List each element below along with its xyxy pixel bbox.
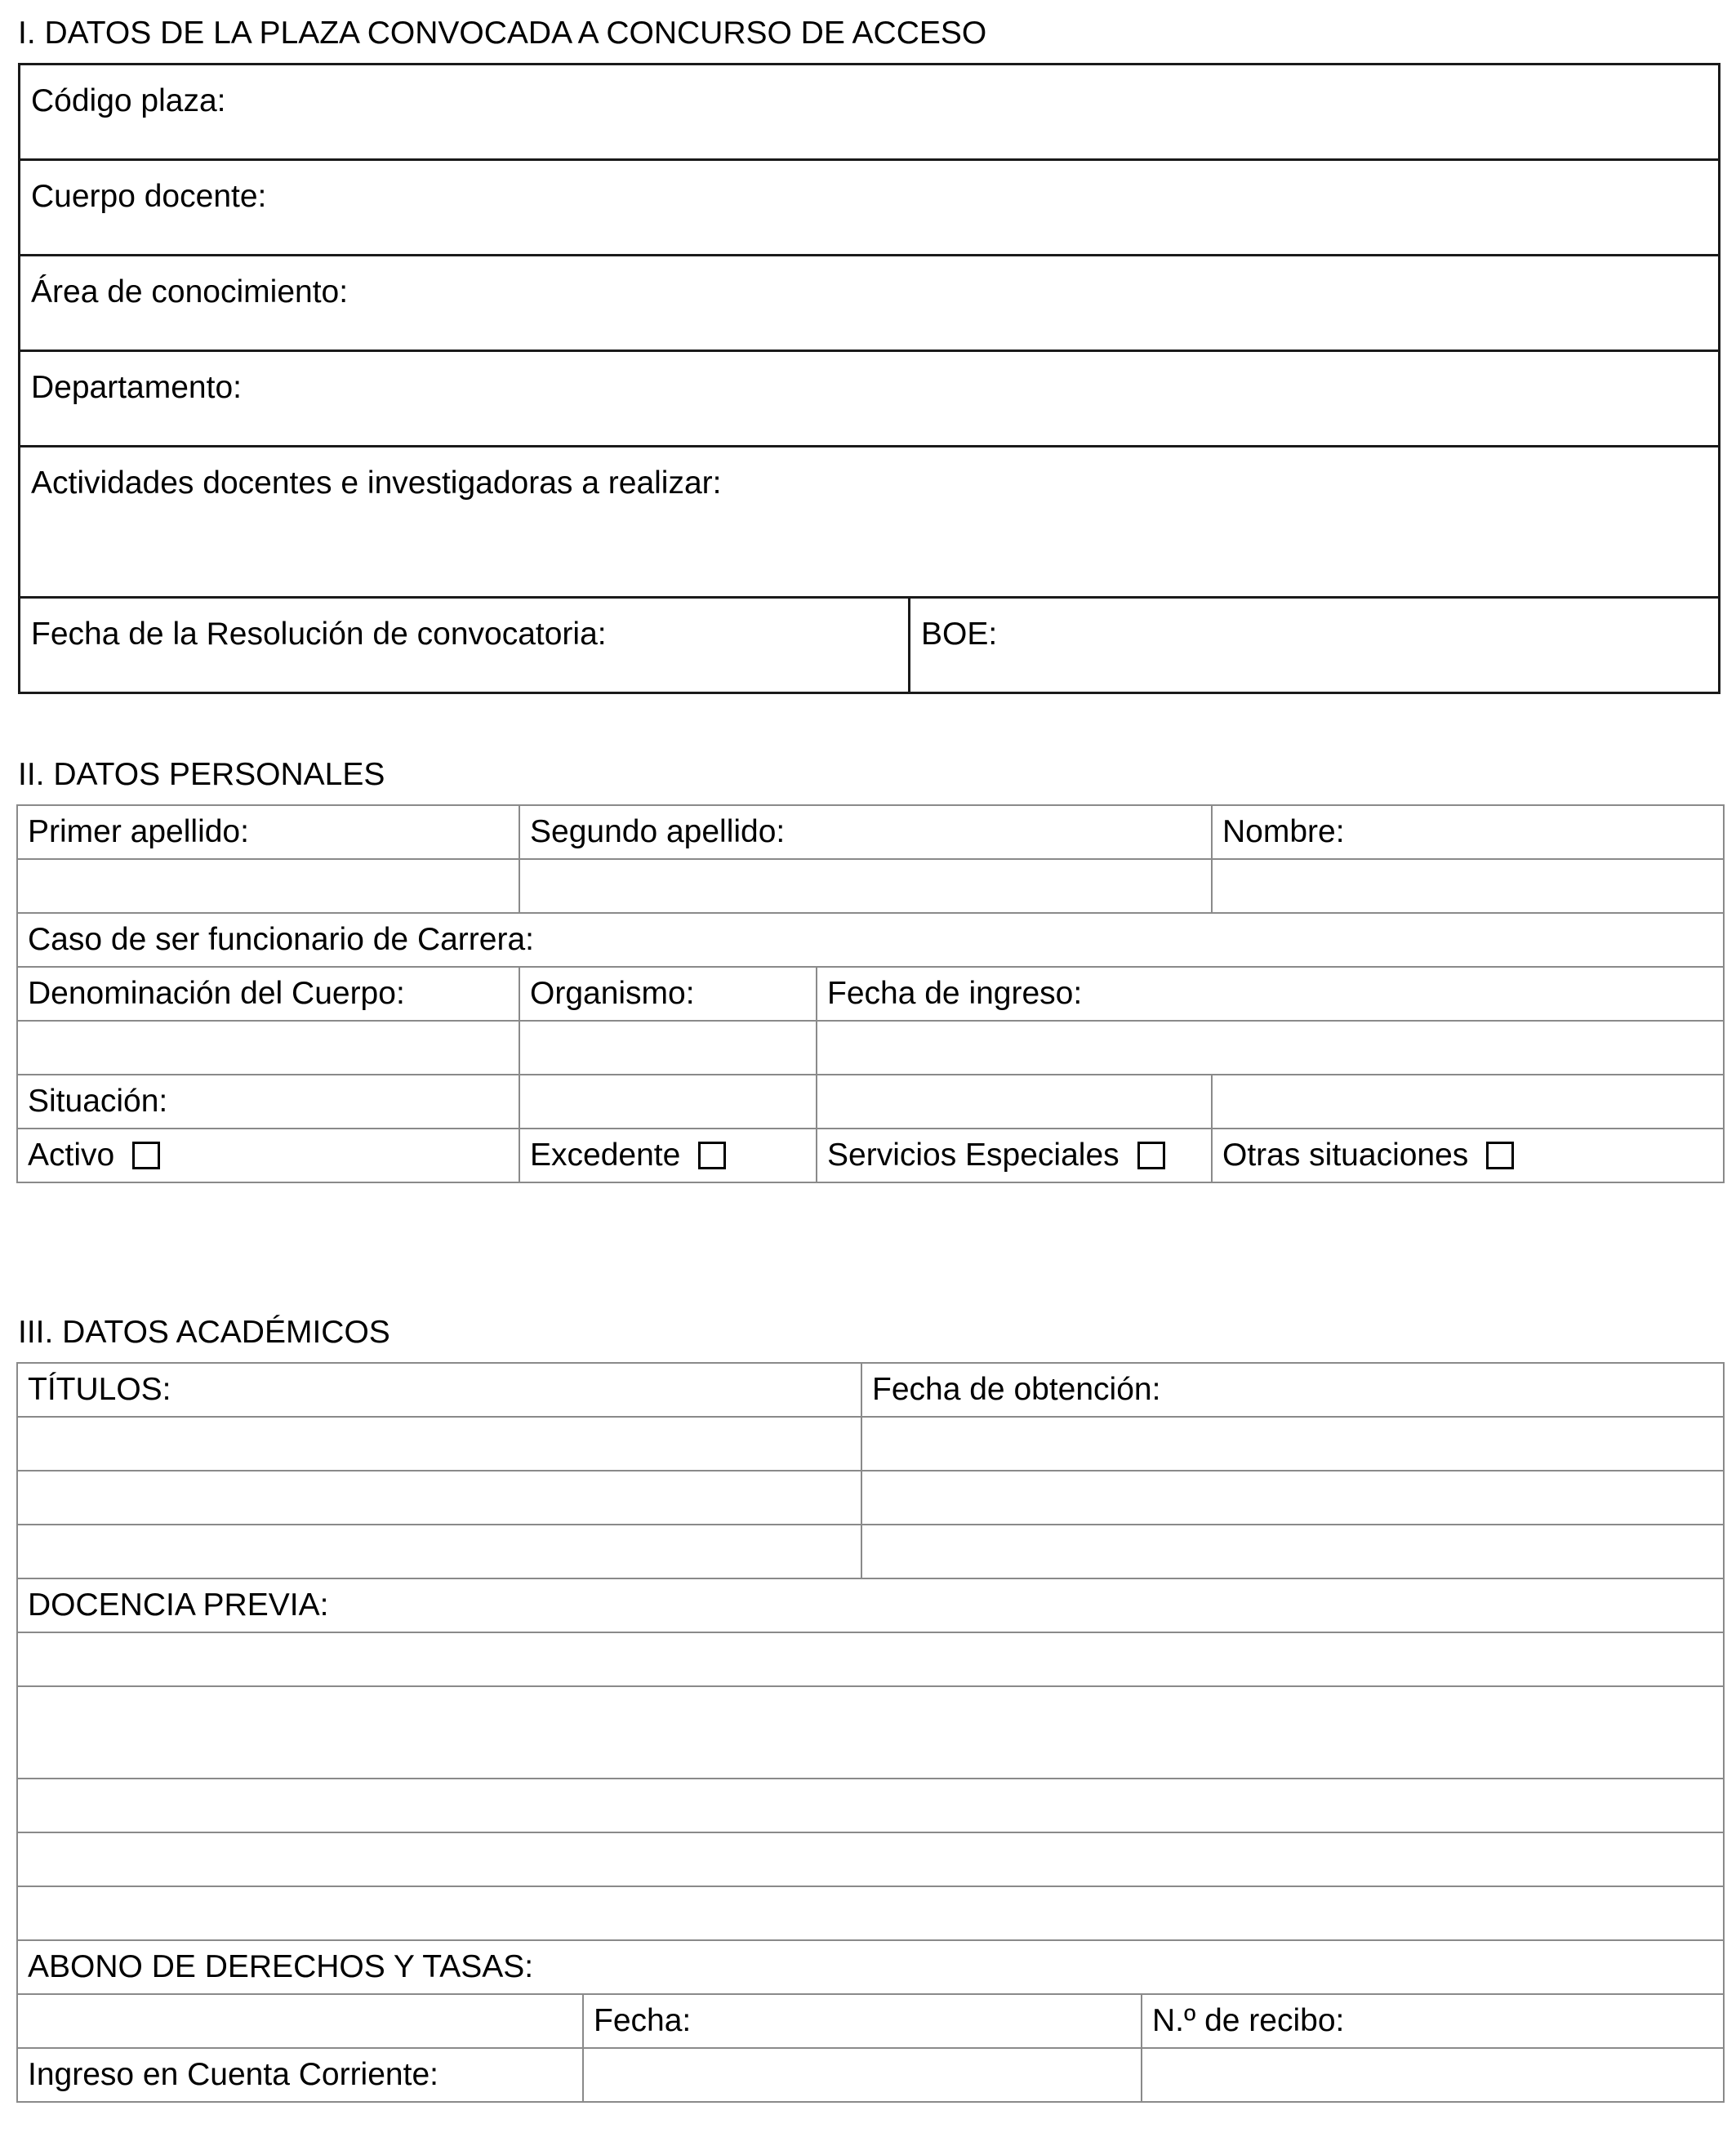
otras-situaciones-option xyxy=(1212,1129,1724,1182)
codigo-plaza-field[interactable]: Código plaza: xyxy=(20,65,1720,160)
cuerpo-docente-field[interactable]: Cuerpo docente: xyxy=(20,160,1720,256)
academic-data-table xyxy=(16,1362,1725,2103)
titulo-input[interactable] xyxy=(17,1471,861,1525)
denominacion-cuerpo-label: Denominación del Cuerpo: xyxy=(17,967,519,1021)
fecha-input[interactable] xyxy=(583,2048,1142,2102)
segundo-apellido-input[interactable] xyxy=(519,859,1212,913)
docencia-previa-input[interactable] xyxy=(17,1686,1724,1779)
primer-apellido-label: Primer apellido: xyxy=(17,805,519,859)
empty-cell xyxy=(1212,1075,1724,1129)
nombre-input[interactable] xyxy=(1212,859,1724,913)
fecha-obtencion-input[interactable] xyxy=(861,1471,1724,1525)
boe-field[interactable]: BOE: xyxy=(910,598,1720,693)
primer-apellido-input[interactable] xyxy=(17,859,519,913)
plaza-data-table xyxy=(18,63,1720,694)
titulo-input[interactable] xyxy=(17,1525,861,1578)
personal-data-table xyxy=(16,804,1725,1183)
docencia-previa-label: DOCENCIA PREVIA: xyxy=(17,1578,1724,1632)
servicios-especiales-checkbox[interactable] xyxy=(1137,1142,1165,1169)
excedente-option xyxy=(519,1129,817,1182)
section-1-heading: I. DATOS DE LA PLAZA CONVOCADA A CONCURSO DE ACCESO xyxy=(18,16,987,51)
fecha-label: Fecha: xyxy=(583,1994,1142,2048)
departamento-field[interactable]: Departamento: xyxy=(20,351,1720,447)
nombre-label: Nombre: xyxy=(1212,805,1724,859)
empty-cell xyxy=(817,1075,1212,1129)
abono-label: ABONO DE DERECHOS Y TASAS: xyxy=(17,1940,1724,1994)
section-2-heading: II. DATOS PERSONALES xyxy=(18,757,385,792)
funcionario-carrera-label: Caso de ser funcionario de Carrera: xyxy=(17,913,1724,967)
fecha-resolucion-field[interactable]: Fecha de la Resolución de convocatoria: xyxy=(20,598,910,693)
fecha-ingreso-input[interactable] xyxy=(817,1021,1724,1075)
organismo-input[interactable] xyxy=(519,1021,817,1075)
servicios-especiales-option xyxy=(817,1129,1212,1182)
segundo-apellido-label: Segundo apellido: xyxy=(519,805,1212,859)
ingreso-cuenta-label: Ingreso en Cuenta Corriente: xyxy=(17,2048,583,2102)
otras-situaciones-checkbox[interactable] xyxy=(1486,1142,1514,1169)
otras-situaciones-label: Otras situaciones xyxy=(1222,1138,1469,1173)
organismo-label: Organismo: xyxy=(519,967,817,1021)
fecha-ingreso-label: Fecha de ingreso: xyxy=(817,967,1724,1021)
section-3-heading: III. DATOS ACADÉMICOS xyxy=(18,1315,390,1350)
activo-label: Activo xyxy=(28,1138,115,1173)
activo-checkbox[interactable] xyxy=(132,1142,160,1169)
numero-recibo-input[interactable] xyxy=(1142,2048,1724,2102)
activo-option xyxy=(17,1129,519,1182)
docencia-previa-input[interactable] xyxy=(17,1632,1724,1686)
docencia-previa-input[interactable] xyxy=(17,1832,1724,1886)
fecha-obtencion-label: Fecha de obtención: xyxy=(861,1363,1724,1417)
fecha-obtencion-input[interactable] xyxy=(861,1525,1724,1578)
area-conocimiento-field[interactable]: Área de conocimiento: xyxy=(20,256,1720,351)
empty-cell xyxy=(519,1075,817,1129)
docencia-previa-input[interactable] xyxy=(17,1886,1724,1940)
excedente-checkbox[interactable] xyxy=(698,1142,726,1169)
docencia-previa-input[interactable] xyxy=(17,1779,1724,1832)
actividades-field[interactable]: Actividades docentes e investigadoras a realizar: xyxy=(20,447,1720,598)
denominacion-cuerpo-input[interactable] xyxy=(17,1021,519,1075)
empty-cell xyxy=(17,1994,583,2048)
titulos-label: TÍTULOS: xyxy=(17,1363,861,1417)
situacion-label: Situación: xyxy=(17,1075,519,1129)
servicios-especiales-label: Servicios Especiales xyxy=(827,1138,1119,1173)
titulo-input[interactable] xyxy=(17,1417,861,1471)
fecha-obtencion-input[interactable] xyxy=(861,1417,1724,1471)
excedente-label: Excedente xyxy=(530,1138,681,1173)
numero-recibo-label: N.º de recibo: xyxy=(1142,1994,1724,2048)
